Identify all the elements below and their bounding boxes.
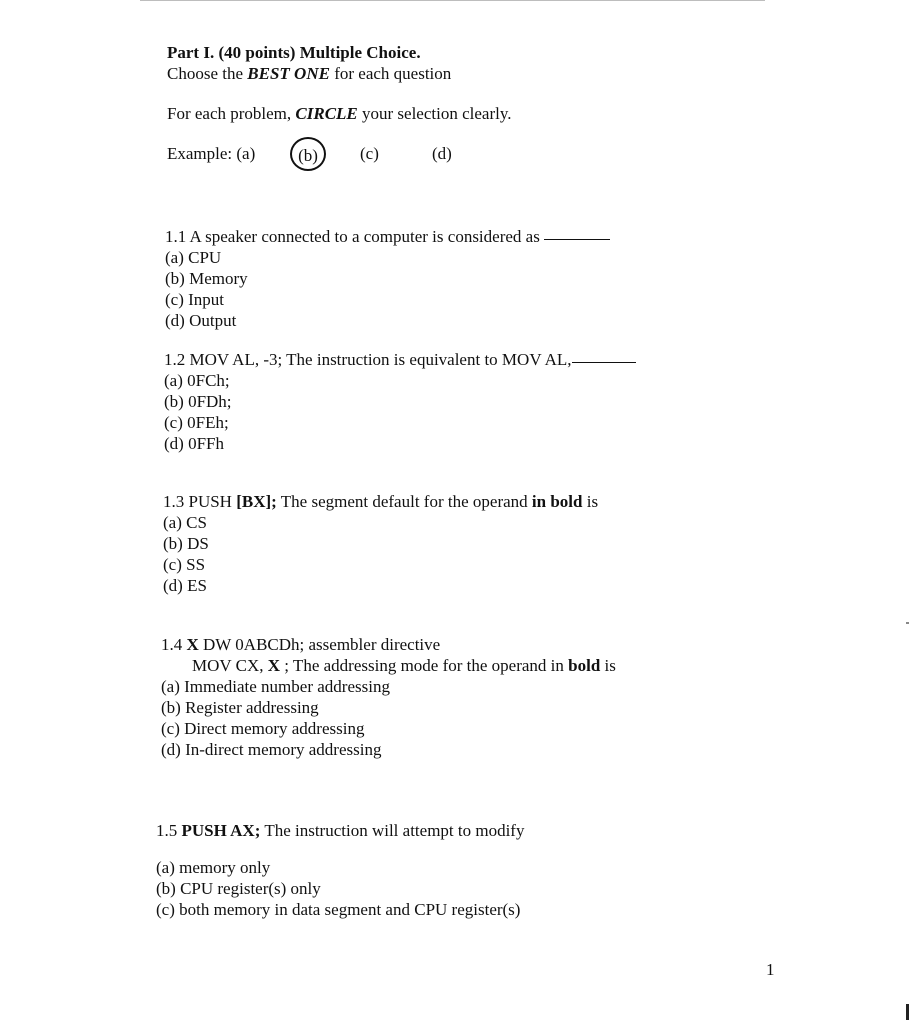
option-b[interactable]: (b) Memory xyxy=(165,269,248,288)
option-b[interactable]: (b) Register addressing xyxy=(161,698,319,717)
page-number: 1 xyxy=(766,960,775,979)
question-stem-line-2: MOV CX, X ; The addressing mode for the operand in bold is xyxy=(192,656,616,675)
option-c[interactable]: (c) Direct memory addressing xyxy=(161,719,365,738)
question-stem-line-1: 1.4 X DW 0ABCDh; assembler directive xyxy=(161,635,441,654)
option-c[interactable]: (c) 0FEh; xyxy=(164,413,229,432)
question-1-1 xyxy=(165,226,610,331)
example-label: Example: (a) xyxy=(167,144,256,163)
instructions-header xyxy=(167,42,451,84)
option-d[interactable]: (d) Output xyxy=(165,311,237,330)
option-a[interactable]: (a) Immediate number addressing xyxy=(161,677,390,696)
question-stem: 1.5 PUSH AX; The instruction will attempt to modify xyxy=(156,821,525,840)
scan-edge-mark xyxy=(906,1004,909,1020)
answer-blank xyxy=(544,239,610,240)
question-stem: 1.3 PUSH [BX]; The segment default for the operand in bold is xyxy=(163,492,599,511)
question-stem: 1.2 MOV AL, -3; The instruction is equivalent to MOV AL, xyxy=(164,349,636,370)
option-b[interactable]: (b) DS xyxy=(163,534,209,553)
section-title: Part I. (40 points) Multiple Choice. xyxy=(167,43,421,62)
example-circled-answer: (b) xyxy=(290,137,326,171)
answer-blank xyxy=(572,362,636,363)
question-1-5 xyxy=(156,820,524,920)
example-option-d: (d) xyxy=(432,144,452,163)
question-stem: 1.1 A speaker connected to a computer is considered as xyxy=(165,226,610,247)
circle-instruction: For each problem, CIRCLE your selection clearly. xyxy=(167,104,512,123)
question-1-2 xyxy=(164,349,636,454)
instruction-line: Choose the BEST ONE for each question xyxy=(167,64,452,83)
option-c[interactable]: (c) both memory in data segment and CPU register(s) xyxy=(156,900,521,919)
option-c[interactable]: (c) Input xyxy=(165,290,225,309)
option-a[interactable]: (a) CPU xyxy=(165,248,222,267)
option-d[interactable]: (d) 0FFh xyxy=(164,434,224,453)
option-a[interactable]: (a) 0FCh; xyxy=(164,371,230,390)
page-top-border xyxy=(140,0,765,1)
example-option-c: (c) xyxy=(360,144,379,163)
option-a[interactable]: (a) memory only xyxy=(156,858,271,877)
question-1-4 xyxy=(161,634,616,760)
scan-edge-mark xyxy=(906,622,909,624)
circle-emphasis: CIRCLE xyxy=(295,104,358,123)
option-b[interactable]: (b) CPU register(s) only xyxy=(156,879,321,898)
option-b[interactable]: (b) 0FDh; xyxy=(164,392,232,411)
option-d[interactable]: (d) ES xyxy=(163,576,207,595)
option-d[interactable]: (d) In-direct memory addressing xyxy=(161,740,382,759)
option-c[interactable]: (c) SS xyxy=(163,555,206,574)
option-a[interactable]: (a) CS xyxy=(163,513,207,532)
question-1-3 xyxy=(163,491,598,596)
best-one-emphasis: BEST ONE xyxy=(247,64,330,83)
